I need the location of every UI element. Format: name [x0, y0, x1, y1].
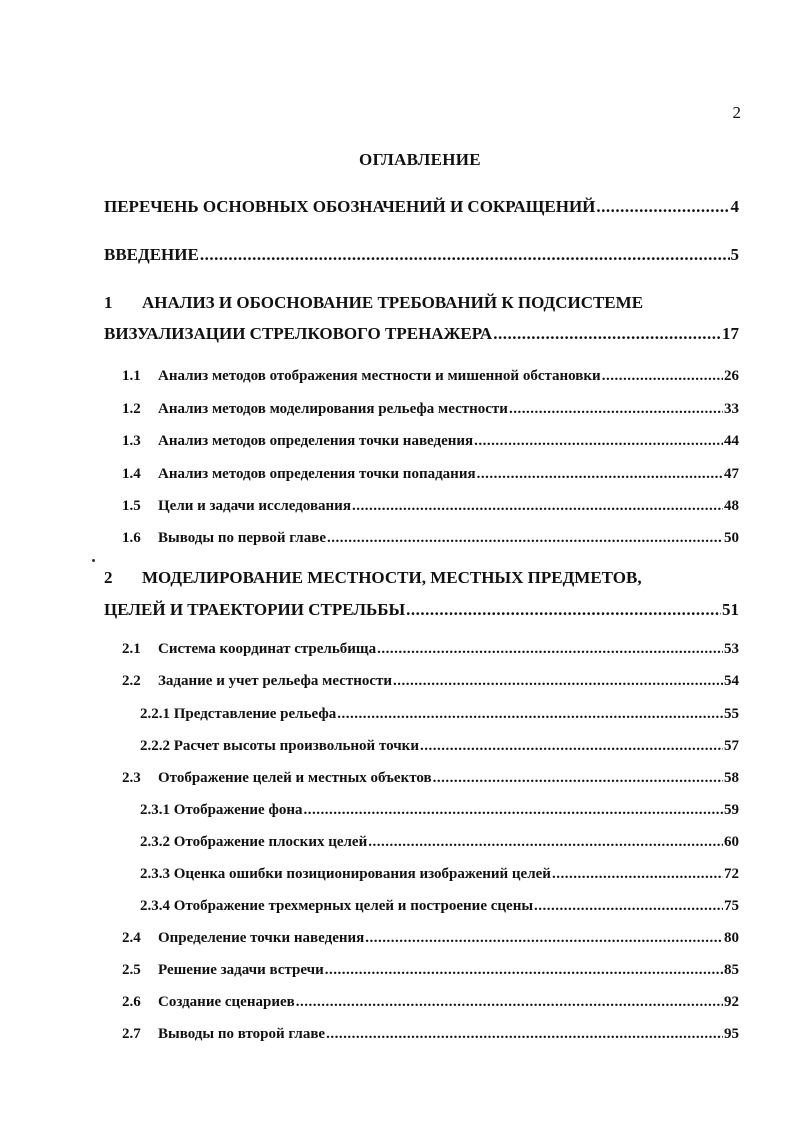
dot-leader [368, 834, 723, 851]
dot-leader [200, 245, 730, 265]
chapter-title-line2: ВИЗУАЛИЗАЦИИ СТРЕЛКОВОГО ТРЕНАЖЕРА [104, 324, 493, 343]
section-number: 2.4 [122, 930, 141, 946]
section-title: Задание и учет рельефа местности [158, 673, 393, 689]
toc-entry-label [122, 994, 295, 1011]
toc-entry-page: 50 [724, 530, 739, 546]
dot-leader [596, 197, 729, 217]
page-number: 2 [732, 103, 741, 122]
dot-leader [420, 738, 723, 755]
toc-entry-label [140, 834, 367, 851]
section-number: 2.3 [122, 770, 141, 786]
dot-leader [327, 530, 723, 547]
section-number: 1.5 [122, 498, 141, 514]
toc-entry-chapter-1[interactable] [104, 324, 739, 344]
section-title: Анализ методов определения точки наведения [158, 433, 474, 449]
section-number: 1.3 [122, 433, 141, 449]
toc-entry-label [122, 368, 601, 385]
toc-entry-page: 80 [724, 930, 739, 946]
section-number: 1.6 [122, 530, 141, 546]
toc-entry-subsection[interactable] [104, 898, 739, 915]
toc-entry-section[interactable] [104, 673, 739, 690]
section-number: 2.5 [122, 962, 141, 978]
dot-leader [352, 498, 723, 515]
dot-leader [474, 433, 723, 450]
toc-entry-section[interactable] [104, 962, 739, 979]
toc-entry-page: 92 [724, 994, 739, 1010]
section-title: Определение точки наведения [158, 930, 365, 946]
subsection-number: 2.3.4 [140, 898, 170, 914]
section-title: Создание сценариев [158, 994, 295, 1010]
subsection-number: 2.3.3 [140, 866, 170, 882]
toc-entry-page: 59 [724, 802, 739, 818]
toc-entry-page: 57 [724, 738, 739, 754]
subsection-title: Отображение плоских целей [173, 834, 368, 850]
section-title: Решение задачи встречи [158, 962, 324, 978]
section-title: Анализ методов определения точки попадания [158, 466, 476, 482]
toc-entry-label [122, 1026, 325, 1043]
section-number: 2.2 [122, 673, 141, 689]
subsection-number: 2.3.2 [140, 834, 170, 850]
toc-entry-section[interactable] [104, 433, 739, 450]
dot-leader [303, 802, 723, 819]
section-title: Анализ методов моделирования рельефа местности [158, 401, 508, 417]
dot-leader [552, 866, 723, 883]
toc-entry-label [122, 466, 476, 483]
toc-entry-label [122, 930, 364, 947]
toc-entry-page: 26 [724, 368, 739, 384]
section-title: Выводы по первой главе [158, 530, 326, 546]
toc-entry-page: 47 [724, 466, 739, 482]
toc-entry-label: ВВЕДЕНИЕ [104, 245, 199, 264]
section-title: Анализ методов отображения местности и мишенной обстановки [158, 368, 601, 384]
toc-entry-page: 4 [730, 197, 739, 216]
section-title: Цели и задачи исследования [158, 498, 351, 514]
section-number: 1.4 [122, 466, 141, 482]
subsection-number: 2.2.1 [140, 706, 170, 722]
toc-entry-label [122, 401, 508, 418]
chapter-number: 2 [104, 568, 113, 587]
subsection-number: 2.3.1 [140, 802, 170, 818]
section-title: Отображение целей и местных объектов [158, 770, 432, 786]
toc-entry-label [122, 498, 351, 515]
section-number: 2.1 [122, 641, 141, 657]
chapter-2-heading [104, 568, 642, 588]
toc-title: ОГЛАВЛЕНИЕ [359, 150, 481, 169]
subsection-title: Представление рельефа [173, 706, 337, 722]
toc-entry-subsection[interactable] [104, 834, 739, 851]
toc-entry-page: 17 [722, 324, 739, 343]
dot-leader [406, 600, 721, 620]
toc-entry-label [140, 706, 336, 723]
dot-leader [433, 770, 723, 787]
toc-entry-page: 44 [724, 433, 739, 449]
toc-entry-section[interactable] [104, 994, 739, 1011]
toc-entry-section[interactable] [104, 498, 739, 515]
chapter-title-line1: МОДЕЛИРОВАНИЕ МЕСТНОСТИ, МЕСТНЫХ ПРЕДМЕТОВ, [142, 568, 642, 587]
toc-entry-label [140, 738, 419, 755]
toc-entry-page: 33 [724, 401, 739, 417]
dot-leader [365, 930, 723, 947]
subsection-title: Оценка ошибки позиционирования изображений целей [173, 866, 551, 882]
toc-entry-page: 51 [722, 600, 739, 619]
dot-leader [493, 324, 721, 344]
toc-entry-subsection[interactable] [104, 706, 739, 723]
toc-entry-chapter-2[interactable] [104, 600, 739, 620]
section-number: 2.6 [122, 994, 141, 1010]
section-number: 1.1 [122, 368, 141, 384]
toc-entry-label [122, 770, 432, 787]
toc-entry-label [122, 641, 376, 658]
section-title: Выводы по второй главе [158, 1026, 326, 1042]
toc-entry-label [140, 898, 533, 915]
dot-leader [337, 706, 723, 723]
toc-entry-page: 85 [724, 962, 739, 978]
toc-entry-label [122, 673, 392, 690]
section-title: Система координат стрельбища [158, 641, 377, 657]
dot-leader [377, 641, 723, 658]
dot-leader [509, 401, 723, 418]
toc-entry-section[interactable] [104, 930, 739, 947]
dot-leader [602, 368, 723, 385]
chapter-number: 1 [104, 293, 113, 312]
section-number: 1.2 [122, 401, 141, 417]
toc-entry-page: 5 [730, 245, 739, 264]
toc-entry-abbreviations[interactable] [104, 197, 739, 217]
dot-leader [296, 994, 723, 1011]
toc-entry-label [140, 802, 302, 819]
toc-entry-page: 60 [724, 834, 739, 850]
toc-entry-page: 48 [724, 498, 739, 514]
dot-leader [393, 673, 723, 690]
subsection-title: Отображение трехмерных целей и построение сцены [173, 898, 534, 914]
subsection-title: Отображение фона [173, 802, 303, 818]
subsection-number: 2.2.2 [140, 738, 170, 754]
scan-speck [92, 559, 95, 562]
toc-entry-introduction[interactable] [104, 245, 739, 265]
dot-leader [477, 466, 723, 483]
toc-entry-page: 54 [724, 673, 739, 689]
chapter-1-heading [104, 293, 643, 313]
dot-leader [325, 962, 723, 979]
toc-entry-label [122, 433, 473, 450]
toc-entry-label [122, 962, 324, 979]
toc-entry-label [140, 866, 551, 883]
toc-entry-subsection[interactable] [104, 866, 739, 883]
toc-entry-section[interactable] [104, 401, 739, 418]
section-number: 2.7 [122, 1026, 141, 1042]
toc-entry-page: 55 [724, 706, 739, 722]
toc-entry-section[interactable] [104, 368, 739, 385]
toc-entry-section[interactable] [104, 641, 739, 658]
subsection-title: Расчет высоты произвольной точки [173, 738, 419, 754]
toc-entry-page: 95 [724, 1026, 739, 1042]
toc-entry-page: 53 [724, 641, 739, 657]
toc-entry-label [122, 530, 326, 547]
dot-leader [326, 1026, 723, 1043]
toc-entry-section[interactable] [104, 466, 739, 483]
dot-leader [534, 898, 723, 915]
toc-entry-page: 72 [724, 866, 739, 882]
toc-entry-section[interactable] [104, 1026, 739, 1043]
chapter-title-line1: АНАЛИЗ И ОБОСНОВАНИЕ ТРЕБОВАНИЙ К ПОДСИСТЕМЕ [142, 293, 644, 312]
toc-entry-label: ПЕРЕЧЕНЬ ОСНОВНЫХ ОБОЗНАЧЕНИЙ И СОКРАЩЕНИЙ [104, 197, 596, 216]
toc-entry-subsection[interactable] [104, 738, 739, 755]
toc-entry-page: 58 [724, 770, 739, 786]
toc-entry-subsection[interactable] [104, 802, 739, 819]
chapter-title-line2: ЦЕЛЕЙ И ТРАЕКТОРИИ СТРЕЛЬБЫ [104, 600, 406, 619]
toc-entry-section[interactable] [104, 530, 739, 547]
toc-entry-page: 75 [724, 898, 739, 914]
toc-entry-section[interactable] [104, 770, 739, 787]
